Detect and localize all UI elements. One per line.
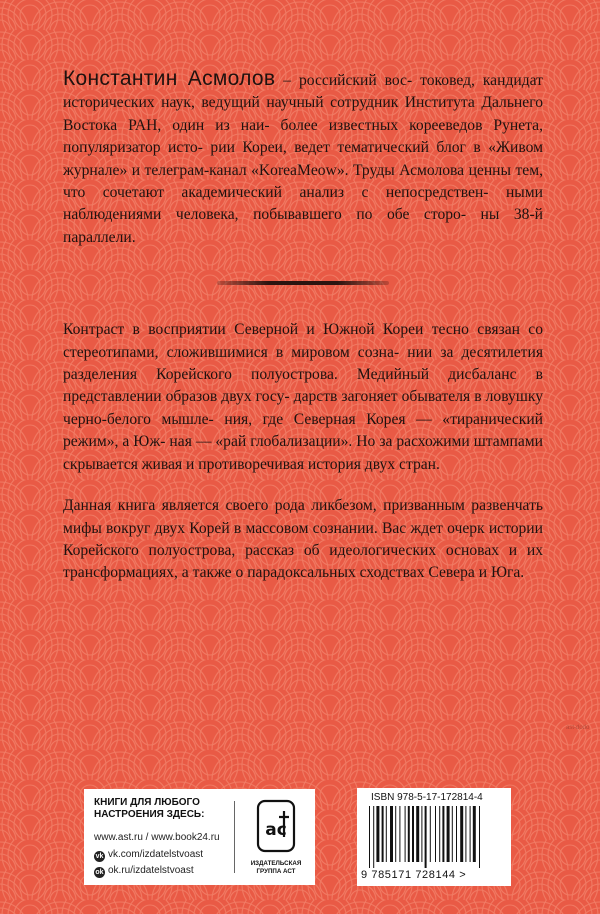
barcode-bar [408, 806, 410, 862]
isbn-text: ISBN 978-5-17-172814-4 [371, 792, 483, 803]
watermark: ast-dodo [566, 725, 590, 731]
author-name: Константин Асмолов [63, 67, 276, 90]
footer [0, 780, 600, 914]
barcode-bar [412, 806, 414, 862]
ast-logo-icon [246, 797, 306, 859]
barcode-bar [386, 806, 387, 862]
isbn-barcode-box [357, 788, 511, 886]
barcode-bar [430, 806, 431, 862]
barcode-bar [435, 806, 436, 862]
vk-link[interactable]: vk vk.com/izdatelstvoast [95, 849, 204, 860]
info-title: КНИГИ ДЛЯ ЛЮБОГО НАСТРОЕНИЯ ЗДЕСЬ: [94, 797, 205, 820]
publisher-logo: ac ИЗДАТЕЛЬСКАЯ ГРУППА АСТ [246, 797, 306, 879]
barcode-bar [390, 806, 393, 862]
author-bio: Константин Асмолов – российский вос- токовед, кандидат исторических наук, ведущий научный сотрудник Института Дальнего Востока РАН, один из наи- более известных корееведов Рунета, популяризатор исто- рии Кореи, ведет тематический блог в «Живом журнале» и телеграм-канал «KoreaMeow». Труды Асмолова ценны тем, что сочетают академический анализ с непосредствен- ными наблюдениями человека, побывавшего по обе сторо- ны 38-й параллели. [63, 67, 544, 246]
barcode-bar [442, 806, 444, 862]
barcode-bar [421, 806, 422, 862]
barcode-digits: 9 785171 728144 > [361, 869, 467, 881]
barcode-bar [416, 806, 419, 862]
barcode-bar [395, 806, 396, 862]
back-cover-text [63, 68, 543, 585]
barcode-bar [439, 806, 440, 862]
vk-icon: vk [95, 853, 104, 860]
websites-link[interactable]: www.ast.ru / www.book24.ru [94, 832, 220, 843]
barcode-bar [470, 806, 471, 862]
barcode-bar [465, 806, 466, 862]
annotation-paragraph-2: Данная книга является своего рода ликбезом, призванным развенчать мифы вокруг двух Корей в массовом сознании. Вас ждет очерк истории Корейского полуострова, рассказ об идеологических основах и их трансформациях, а также о парадоксальных сходствах Севера и Юга. [63, 497, 543, 582]
barcode-bar [369, 806, 370, 868]
ok-icon: ok [95, 869, 104, 876]
barcode-bar [456, 806, 457, 862]
barcode-bar [382, 806, 384, 862]
barcode [367, 806, 507, 868]
barcode-bar [425, 806, 427, 868]
barcode-bar [473, 806, 476, 862]
barcode-bar [399, 806, 400, 862]
barcode-bar [376, 806, 379, 862]
barcode-bar [479, 806, 480, 868]
ok-link[interactable]: ok ok.ru/izdatelstvoast [95, 865, 194, 876]
barcode-bar [447, 806, 450, 862]
section-divider [217, 281, 389, 285]
box-separator [234, 801, 235, 873]
annotation-paragraph-1: Контраст в восприятии Северной и Южной Кореи тесно связан со стереотипами, сложившимися в мировом созна- нии за десятилетия разделения Корейского полуострова. Медийный дисбаланс в представлении образов двух госу- дарств загоняет обывателя в ловушку черно-белого мышле- ния, где Северная Корея — «тиранический режим», а Юж- ная — «рай глобализации». Но за расхожими штампами скрывается живая и противоречивая история двух стран. [63, 321, 544, 473]
barcode-bar [452, 806, 453, 862]
barcode-bar [460, 806, 463, 862]
svg-text:ac: ac [265, 820, 287, 840]
publisher-info-box [84, 789, 315, 885]
barcode-bar [405, 806, 406, 862]
barcode-bar [373, 806, 374, 868]
